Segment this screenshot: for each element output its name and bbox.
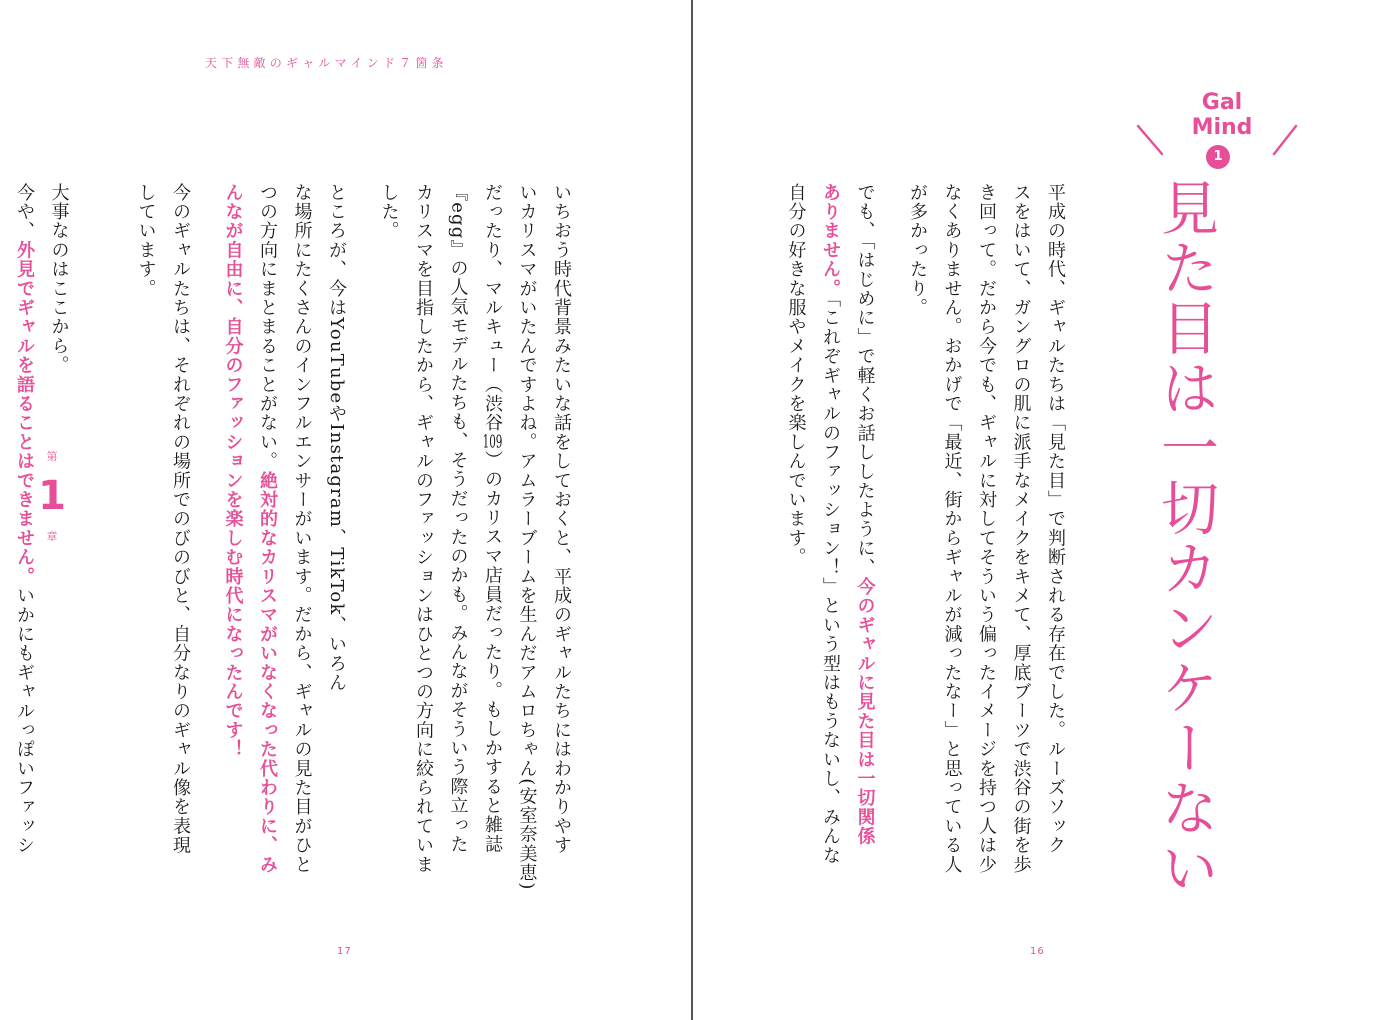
body-text-segment: ）のカリスマ店員だったり。もしかすると雑誌 xyxy=(482,450,503,854)
body-text-segment: 今のギャルたちは、それぞれの場所でのびのびと、自分なりのギャル像を表現 xyxy=(170,183,191,855)
right-body-text xyxy=(778,183,1090,893)
text-line xyxy=(1003,183,1038,893)
running-head: 天下無敵のギャルマインド７箇条 xyxy=(205,56,448,70)
text-line xyxy=(319,183,372,893)
body-text-segment: だったり、マルキュー（渋谷 xyxy=(482,183,503,433)
body-text-segment: しています。 xyxy=(135,183,157,299)
chapter-marker xyxy=(34,448,70,544)
body-text-segment: いカリスマがいたんですよね。アムラーブームを生んだアムロちゃん(安室奈美恵) xyxy=(516,183,538,891)
gal-mind-number-badge: 1 xyxy=(1206,145,1230,169)
text-line xyxy=(406,183,441,893)
body-text-segment: 自分の好きな服やメイクを楽しんでいます。 xyxy=(785,183,807,567)
gal-mind-line1: Gal xyxy=(1201,90,1243,115)
body-text-segment: 『egg』の人気モデルたちも、そうだったのかも。みんながそういう際立った xyxy=(447,183,469,854)
body-text-segment: なくありません。おかげで「最近、街からギャルが減ったなー」と思っている人 xyxy=(941,183,963,875)
emphasis-text: 絶対的なカリスマがいなくなった代わりに、み xyxy=(257,471,278,875)
body-text-segment: いかにもギャルっぽいファッシ xyxy=(14,586,35,856)
body-text-segment: が多かったり。 xyxy=(907,183,928,318)
section-title: 見た目は一切カンケーない xyxy=(1151,178,1219,898)
text-line xyxy=(900,183,935,893)
body-text-segment: いちおう時代背景みたいな話をしておくと、平成のギャルたちにはわかりやす xyxy=(551,183,572,855)
text-line xyxy=(847,183,900,893)
emphasis-text: ありません。 xyxy=(820,183,841,299)
left-body-text xyxy=(7,183,579,893)
right-page xyxy=(694,0,1390,1020)
text-line xyxy=(969,183,1004,893)
text-line xyxy=(813,183,848,893)
body-text-segment: した。 xyxy=(378,183,400,241)
emphasis-text: んなが自由に、自分のファッションを楽しむ時代になったんです！ xyxy=(222,183,244,759)
text-line xyxy=(371,183,406,893)
body-text-segment: カリスマを目指したから、ギャルのファッションはひとつの方向に絞られていま xyxy=(413,183,434,875)
gutter-line xyxy=(691,0,693,1020)
gal-mind-line2: Mind xyxy=(1191,115,1253,140)
gal-mind-label xyxy=(1172,90,1272,140)
body-text-segment: な場所にたくさんのインフルエンサーがいます。だから、ギャルの見た目がひと xyxy=(291,183,313,875)
body-text-segment: スをはいて、ガングロの肌に派手なメイクをキメて、厚底ブーツで渋谷の街を歩 xyxy=(1010,183,1032,875)
text-line xyxy=(94,183,129,893)
text-line xyxy=(250,183,285,893)
body-text-segment: き回って。だから今でも、ギャルに対してそういう偏ったイメージを持つ人は少 xyxy=(976,183,997,875)
text-line xyxy=(163,183,216,893)
text-line xyxy=(440,183,475,893)
body-text-segment: 平成の時代、ギャルたちは「見た目」で判断される存在でした。ルーズソック xyxy=(1045,183,1066,855)
emphasis-text: 今のギャルに見た目は一切関係 xyxy=(854,577,876,847)
body-text-segment: 大事なのはここから。 xyxy=(48,183,70,375)
left-page xyxy=(0,0,692,1020)
text-line xyxy=(128,183,163,893)
emphasis-text: 外見でギャルを語ることはできません。 xyxy=(14,240,35,587)
text-line xyxy=(509,183,544,893)
body-text-segment: 今や、 xyxy=(14,183,35,241)
chapter-number: 1 xyxy=(38,473,66,519)
text-line xyxy=(778,183,813,893)
body-text-segment: でも、「はじめに」で軽くお話ししたように、 xyxy=(854,183,876,578)
chapter-suffix: 章 xyxy=(46,530,58,543)
page-number-left: 17 xyxy=(337,946,352,957)
text-line xyxy=(1038,183,1091,893)
body-text-segment: 「これぞギャルのファッション！」という型はもうないし、みんな xyxy=(820,298,841,866)
text-line xyxy=(284,183,319,893)
text-line xyxy=(544,183,579,893)
chapter-prefix: 第 xyxy=(46,450,58,463)
body-text-segment: 109 xyxy=(482,432,503,451)
text-line xyxy=(934,183,969,893)
body-text-segment: ところが、今はYouTubeやInstagram、TikTok、いろん xyxy=(326,183,347,693)
body-text-segment: つの方向にまとまることがない。 xyxy=(257,183,278,471)
text-line xyxy=(215,183,250,893)
page-number-right: 16 xyxy=(1030,946,1045,957)
text-line xyxy=(475,183,510,893)
